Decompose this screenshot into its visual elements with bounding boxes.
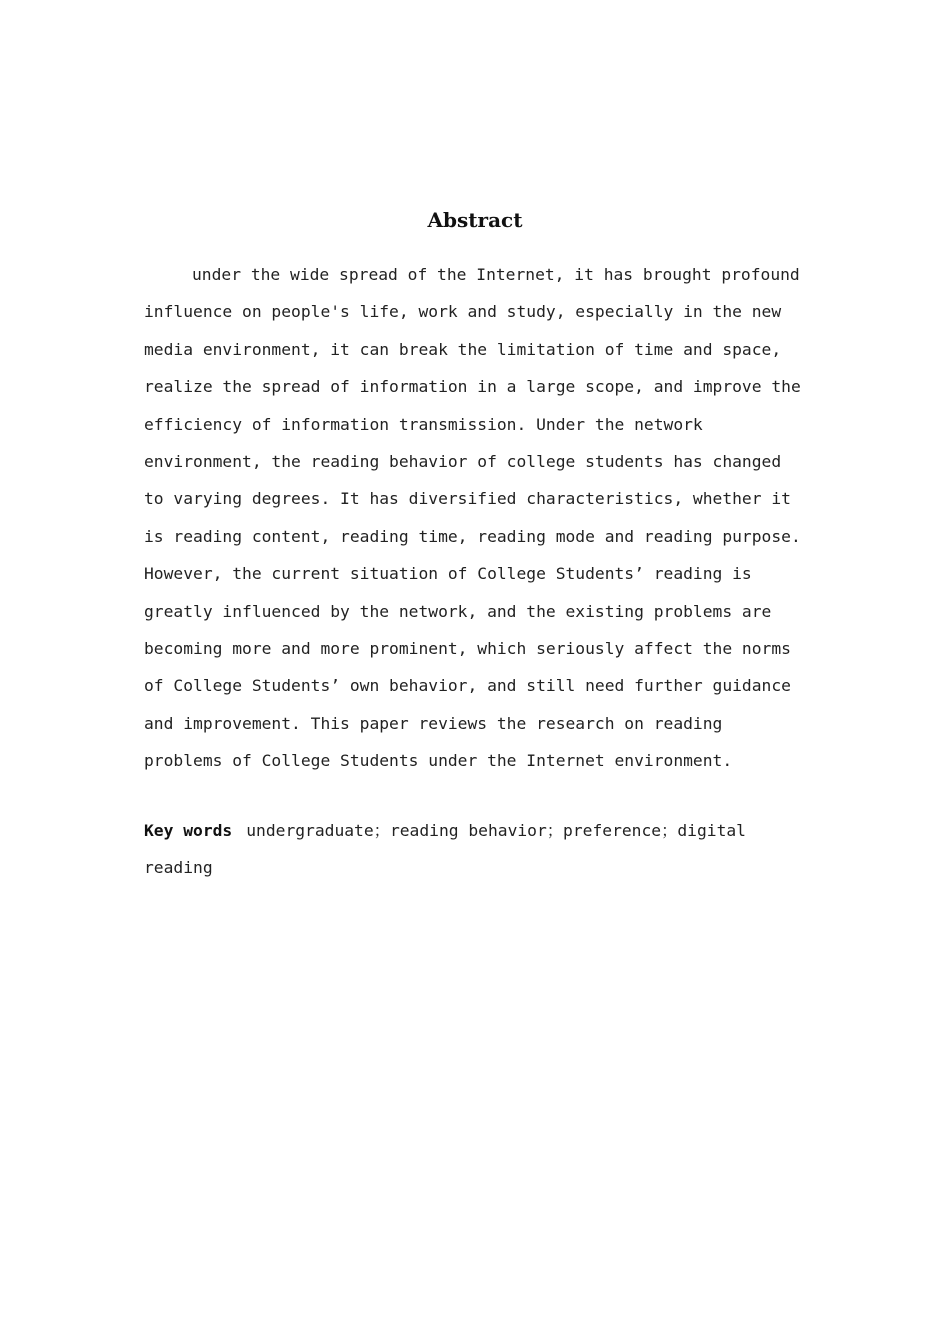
keywords-label: Key words: [144, 821, 233, 840]
abstract-title: Abstract: [427, 208, 523, 232]
abstract-body: under the wide spread of the Internet, it has brought profound influence on people's life, work and study, especially in the new media environment, it can break the limitation of time and space, realize the spread of information in a large scope, and improve the efficiency of information transmission. Under the network environment, the reading behavior of college students has changed to varying degrees. It has diversified characteristics, whether it is reading content, reading time, reading mode and reading purpose. However, the current situation of College Students’ reading is greatly influenced by the network, and the existing problems are becoming more and more prominent, which seriously affect the norms of College Students’ own behavior, and still need further guidance and improvement. This paper reviews the research on reading problems of College Students under the Internet environment.: [144, 265, 801, 771]
keywords-line: [144, 812, 764, 887]
keywords-text: undergraduate；reading behavior；preference；digital reading: [144, 821, 746, 878]
